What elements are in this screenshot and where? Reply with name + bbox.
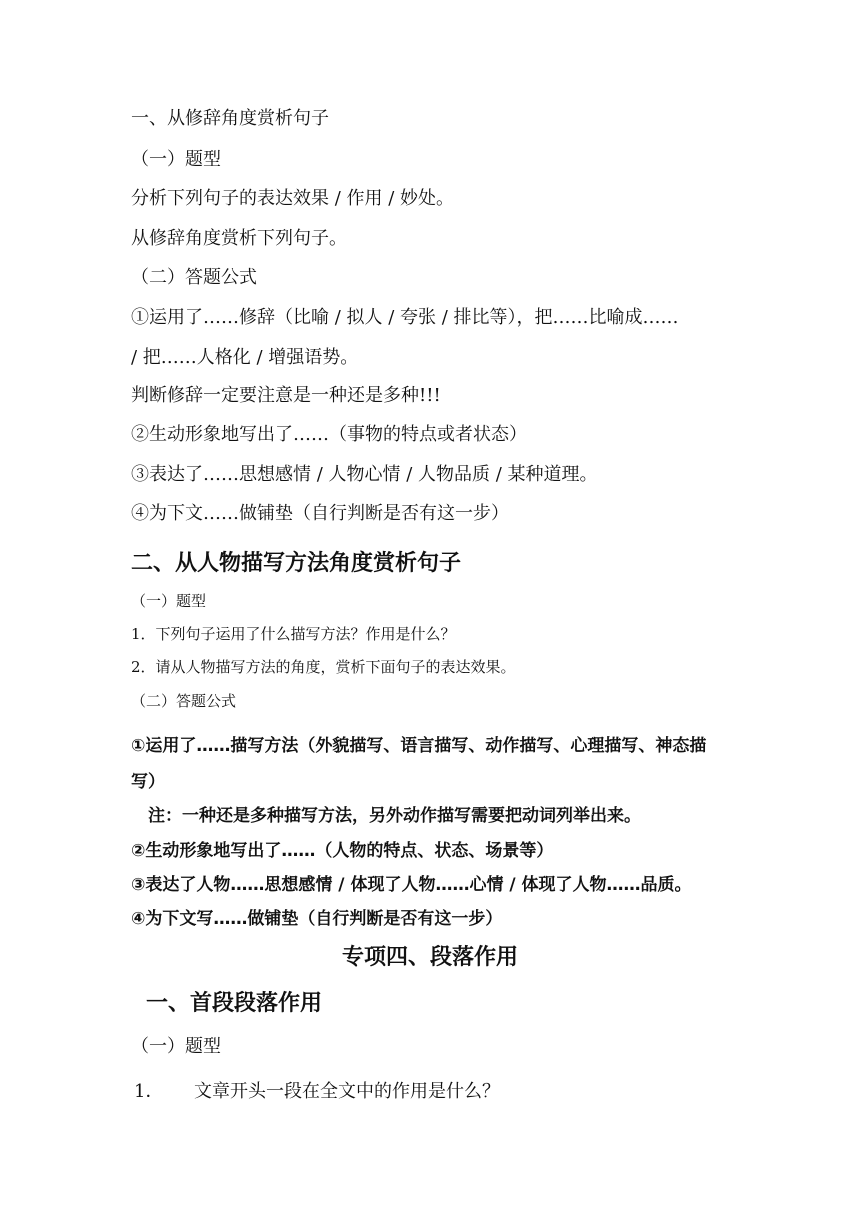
section1-formula-3: ③表达了……思想感情 / 人物心情 / 人物品质 / 某种道理。	[131, 464, 598, 485]
section3-heading: 一、首段段落作用	[146, 991, 323, 1016]
section1-formula-1-line1: ①运用了……修辞（比喻 / 拟人 / 夸张 / 排比等），把……比喻成……	[131, 307, 679, 328]
section2-subheading-question-type: （一）题型	[131, 592, 207, 610]
section1-formula-1-line2: / 把……人格化 / 增强语势。	[131, 347, 359, 368]
section2-subheading-formula: （二）答题公式	[131, 692, 237, 710]
section3-subheading-question-type: （一）题型	[131, 1036, 221, 1057]
section1-question-2: 从修辞角度赏析下列句子。	[131, 228, 347, 249]
section1-subheading-formula: （二）答题公式	[131, 267, 257, 288]
section2-formula-3: ③表达了人物……思想感情 / 体现了人物……心情 / 体现了人物……品质。	[131, 875, 692, 895]
section3-question-1	[134, 1077, 500, 1103]
section2-question-2: 2．请从人物描写方法的角度，赏析下面句子的表达效果。	[131, 658, 516, 676]
section1-note: 判断修辞一定要注意是一种还是多种!!!	[131, 385, 441, 406]
section3-title: 专项四、段落作用	[341, 945, 518, 970]
section1-heading: 一、从修辞角度赏析句子	[131, 108, 329, 129]
question-number: 1．	[134, 1081, 164, 1102]
section1-formula-2: ②生动形象地写出了……（事物的特点或者状态）	[131, 424, 527, 445]
section2-heading: 二、从人物描写方法角度赏析句子	[131, 551, 462, 576]
section2-formula-4: ④为下文写……做铺垫（自行判断是否有这一步）	[131, 909, 503, 929]
section2-formula-1-line2: 写）	[131, 772, 165, 792]
section2-formula-1-line1: ①运用了……描写方法（外貌描写、语言描写、动作描写、心理描写、神态描	[131, 736, 707, 756]
section2-question-1: 1．下列句子运用了什么描写方法？作用是什么？	[131, 625, 456, 643]
section1-formula-4: ④为下文……做铺垫（自行判断是否有这一步）	[131, 503, 509, 524]
section2-note: 注：一种还是多种描写方法，另外动作描写需要把动词列举出来。	[148, 806, 641, 826]
section1-subheading-question-type: （一）题型	[131, 149, 221, 170]
section2-formula-2: ②生动形象地写出了……（人物的特点、状态、场景等）	[131, 841, 554, 861]
question-text: 文章开头一段在全文中的作用是什么？	[194, 1081, 500, 1102]
section1-question-1: 分析下列句子的表达效果 / 作用 / 妙处。	[131, 188, 455, 209]
